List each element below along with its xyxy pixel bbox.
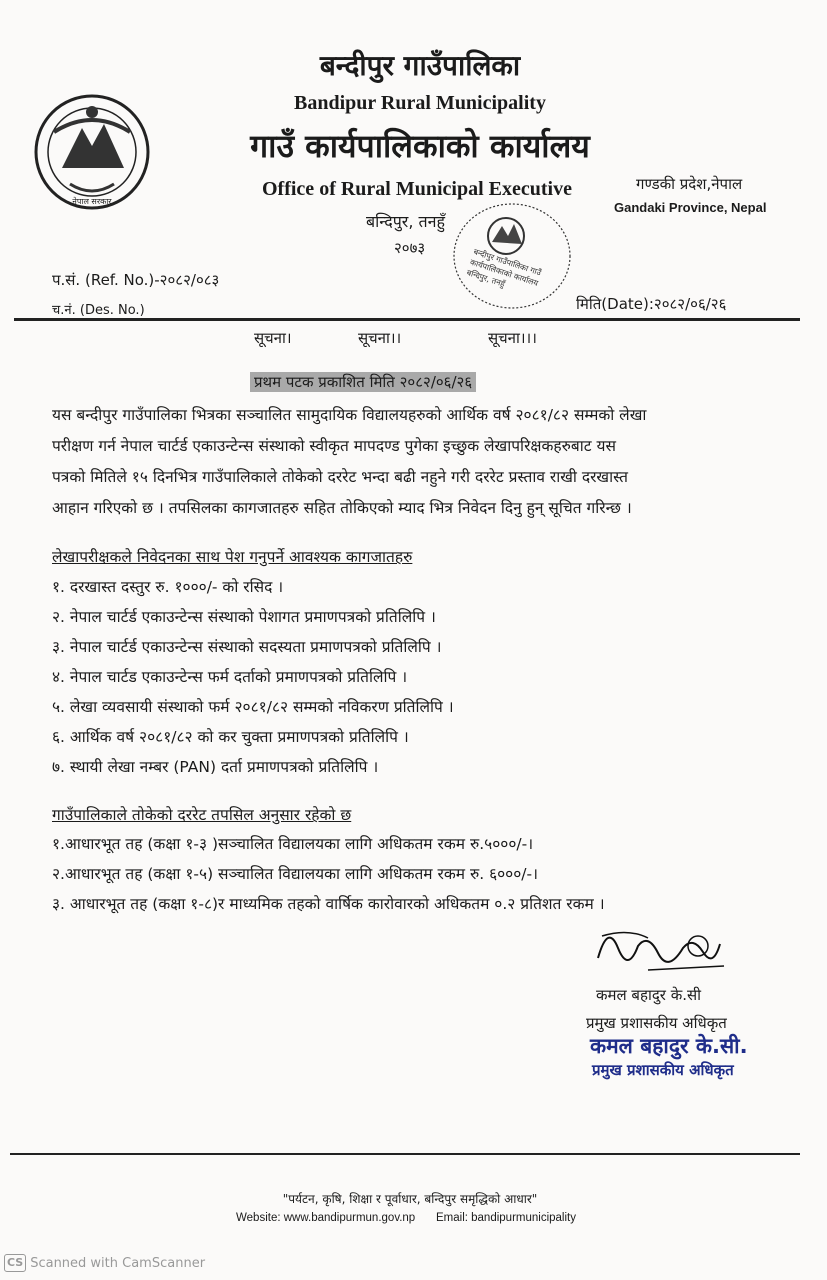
footer-motto: "पर्यटन, कृषि, शिक्षा र पूर्वाधार, बन्दिपुर समृद्धिको आधार" <box>282 1192 538 1206</box>
footer-website: Website: www.bandipurmun.gov.np <box>236 1212 416 1224</box>
rates-list-item: ३. आधारभूत तह (कक्षा १-८)र माध्यमिक तहको वार्षिक कारोवारको अधिकतम ०.२ प्रतिशत रकम । <box>52 895 605 913</box>
designation-stamp: प्रमुख प्रशासकीय अधिकृत <box>592 1061 734 1079</box>
notice-body-line: आहान गरिएको छ । तपसिलका कागजातहरु सहित तोकिएको म्याद भित्र निवेदन दिनु हुन् सूचित गरिन्छ । <box>52 499 632 517</box>
notice-label-3: सूचना।।। <box>488 329 537 347</box>
signatory-name: कमल बहादुर के.सी <box>596 986 702 1004</box>
issue-date: मिति(Date):२०८२/०६/२६ <box>576 295 727 313</box>
province-np: गण्डकी प्रदेश,नेपाल <box>636 175 743 193</box>
documents-list <box>52 572 454 782</box>
footer-divider <box>10 1153 800 1155</box>
address-np: बन्दिपुर, तनहुँ <box>366 212 446 231</box>
footer-email: Email: bandipurmunicipality <box>436 1212 576 1224</box>
municipality-title-np: बन्दीपुर गाउँपालिका <box>319 49 521 82</box>
signature <box>588 918 728 978</box>
municipality-title-en: Bandipur Rural Municipality <box>294 92 546 114</box>
camscanner-text: Scanned with CamScanner <box>30 1255 206 1271</box>
established-year: २०७३ <box>394 239 426 257</box>
rates-list-item: १.आधारभूत तह (कक्षा १-३ )सञ्चालित विद्यालयका लागि अधिकतम रकम रु.५०००/-। <box>52 835 534 853</box>
camscanner-logo: CS <box>4 1254 26 1272</box>
notice-body-line: पत्रको मितिले १५ दिनभित्र गाउँपालिकाले तोकेको दररेट भन्दा बढी नहुने गरी दररेट प्रस्ताव राखी दरखास्त <box>52 468 628 486</box>
notice-body <box>52 400 792 524</box>
documents-list-item: ४. नेपाल चार्टड एकाउन्टेन्स फर्म दर्ताको प्रमाणपत्रको प्रतिलिपि । <box>52 668 408 686</box>
despatch-number: च.नं. (Des. No.) <box>52 303 145 318</box>
published-date <box>250 372 476 392</box>
header-divider <box>14 318 800 321</box>
documents-list-item: ५. लेखा व्यवसायी संस्थाको फर्म २०८१/८२ सम्मको नविकरण प्रतिलिपि । <box>52 698 454 716</box>
reference-number: प.सं. (Ref. No.)-२०८२/०८३ <box>52 271 220 289</box>
camscanner-watermark <box>4 1254 205 1272</box>
emblem-caption: नेपाल सरकार <box>72 197 112 206</box>
documents-list-item: ७. स्थायी लेखा नम्बर (PAN) दर्ता प्रमाणपत्रको प्रतिलिपि । <box>52 758 379 776</box>
documents-list-item: ६. आर्थिक वर्ष २०८१/८२ को कर चुक्ता प्रमाणपत्रको प्रतिलिपि । <box>52 728 409 746</box>
published-date-text: प्रथम पटक प्रकाशित मिति २०८२/०६/२६ <box>250 372 476 392</box>
notice-label-1: सूचना। <box>254 329 292 347</box>
notice-body-line: यस बन्दीपुर गाउँपालिका भित्रका सञ्चालित सामुदायिक विद्यालयहरुको आर्थिक वर्ष २०८१/८२ सम्मको लेखा <box>52 406 647 424</box>
signatory-designation: प्रमुख प्रशासकीय अधिकृत <box>586 1014 727 1032</box>
notice-body-line: परीक्षण गर्न नेपाल चार्टर्ड एकाउन्टेन्स संस्थाको स्वीकृत मापदण्ड पुगेका इच्छुक लेखापरिक्षकहरुबाट यस <box>52 437 616 455</box>
rates-list <box>52 829 605 919</box>
office-title-en: Office of Rural Municipal Executive <box>262 178 572 200</box>
documents-list-item: ३. नेपाल चार्टर्ड एकाउन्टेन्स संस्थाको सदस्यता प्रमाणपत्रको प्रतिलिपि । <box>52 638 442 656</box>
province-en: Gandaki Province, Nepal <box>614 200 767 215</box>
rates-heading: गाउँपालिकाले तोकेको दररेट तपसिल अनुसार रहेको छ <box>52 806 352 824</box>
office-title-np: गाउँ कार्यपालिकाको कार्यालय <box>250 127 590 165</box>
documents-heading: लेखापरीक्षकले निवेदनका साथ पेश गनुपर्ने आवश्यक कागजातहरु <box>52 548 413 566</box>
office-stamp <box>450 200 575 312</box>
name-stamp: कमल बहादुर के.सी. <box>590 1034 748 1058</box>
documents-list-item: २. नेपाल चार्टर्ड एकाउन्टेन्स संस्थाको पेशागत प्रमाणपत्रको प्रतिलिपि । <box>52 608 436 626</box>
notice-label-2: सूचना।। <box>358 329 402 347</box>
rates-list-item: २.आधारभूत तह (कक्षा १-५) सञ्चालित विद्यालयका लागि अधिकतम रकम रु. ६०००/-। <box>52 865 538 883</box>
nepal-government-emblem <box>32 88 152 216</box>
office-stamp-text: बन्दीपुर गाउँपालिका गाउँ कार्यपालिकाको कार्यालय बन्दिपुर, तनहुँ <box>465 247 543 289</box>
documents-list-item: १. दरखास्त दस्तुर रु. १०००/- को रसिद । <box>52 578 284 596</box>
